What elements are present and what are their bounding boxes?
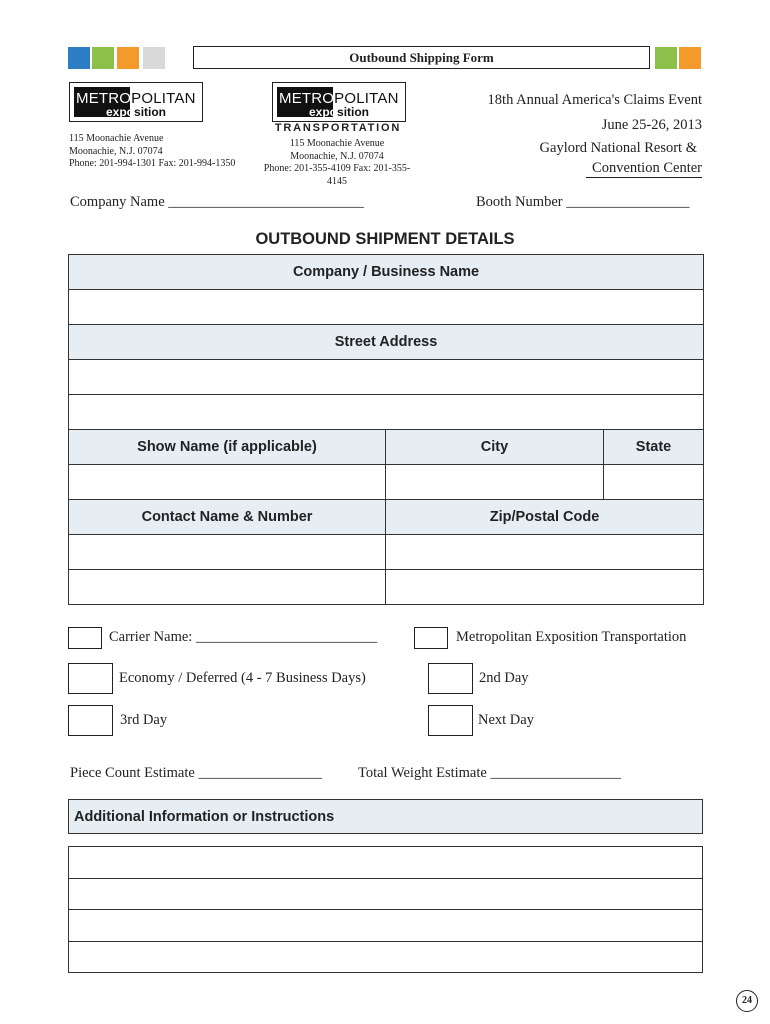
third-day-label: 3rd Day <box>120 712 168 728</box>
address-line: Phone: 201-994-1301 Fax: 201-994-1350 <box>69 158 236 169</box>
street-address-input-2[interactable] <box>69 395 704 430</box>
additional-info-line-2[interactable] <box>69 878 703 910</box>
street-address-input-1[interactable] <box>69 360 704 395</box>
second-day-checkbox[interactable] <box>428 663 473 694</box>
address-line: 115 Moonachie Avenue <box>69 133 164 144</box>
address-line: Phone: 201-355-4109 Fax: 201-355-4145 <box>263 163 411 187</box>
logo-transportation-label: TRANSPORTATION <box>274 122 402 134</box>
metropolitan-transportation-logo <box>272 82 406 122</box>
logo-wordmark: METROPOLITAN <box>76 90 196 107</box>
page-number: 24 <box>736 990 758 1012</box>
additional-info-line-1[interactable] <box>69 847 703 879</box>
logo-subword: exposition <box>309 105 370 119</box>
zip-input-2[interactable] <box>386 570 704 605</box>
address-line: 115 Moonachie Avenue <box>289 138 385 149</box>
address-block-2 <box>256 138 418 188</box>
color-square-orange-right <box>679 47 701 69</box>
event-dates: June 25-26, 2013 <box>601 117 702 133</box>
total-weight-field[interactable]: Total Weight Estimate __________________ <box>358 765 621 781</box>
color-square-orange <box>117 47 139 69</box>
event-venue-line1: Gaylord National Resort & <box>539 140 697 156</box>
zip-header: Zip/Postal Code <box>386 500 704 535</box>
address-block-1 <box>69 133 235 171</box>
company-business-name-header: Company / Business Name <box>69 255 704 290</box>
state-header: State <box>604 430 704 465</box>
street-address-header: Street Address <box>69 325 704 360</box>
carrier-checkbox[interactable] <box>68 627 102 649</box>
logo-wordmark: METROPOLITAN <box>279 90 399 107</box>
carrier-name-field[interactable]: Carrier Name: _________________________ <box>109 629 378 645</box>
additional-info-line-3[interactable] <box>69 910 703 942</box>
show-name-header: Show Name (if applicable) <box>69 430 386 465</box>
color-square-gray <box>143 47 165 69</box>
address-line: Moonachie, N.J. 07074 <box>290 150 384 162</box>
additional-info-lines <box>68 846 703 973</box>
next-day-checkbox[interactable] <box>428 705 473 736</box>
form-title: Outbound Shipping Form <box>193 46 650 69</box>
show-name-input[interactable] <box>69 465 386 500</box>
color-square-green <box>92 47 114 69</box>
logo-subword: exposition <box>106 105 167 119</box>
third-day-checkbox[interactable] <box>68 705 113 736</box>
city-header: City <box>386 430 604 465</box>
company-name-field[interactable]: Company Name ___________________________ <box>70 194 365 210</box>
color-square-blue <box>68 47 90 69</box>
second-day-label: 2nd Day <box>479 670 529 686</box>
contact-header: Contact Name & Number <box>69 500 386 535</box>
shipment-details-table <box>68 254 704 605</box>
state-input[interactable] <box>604 465 704 500</box>
additional-info-header: Additional Information or Instructions <box>68 799 703 834</box>
additional-info-line-4[interactable] <box>69 941 703 973</box>
zip-input-1[interactable] <box>386 535 704 570</box>
met-checkbox[interactable] <box>414 627 448 649</box>
color-square-green-right <box>655 47 677 69</box>
address-line: Moonachie, N.J. 07074 <box>69 145 163 157</box>
city-input[interactable] <box>386 465 604 500</box>
met-label: Metropolitan Exposition Transportation <box>456 629 687 645</box>
event-venue-line2: Convention Center <box>586 160 702 178</box>
economy-label: Economy / Deferred (4 - 7 Business Days) <box>119 670 366 686</box>
metropolitan-exposition-logo <box>69 82 203 122</box>
company-business-name-input[interactable] <box>69 290 704 325</box>
contact-input-2[interactable] <box>69 570 386 605</box>
booth-number-field[interactable]: Booth Number _________________ <box>476 194 690 210</box>
piece-count-field[interactable]: Piece Count Estimate _________________ <box>70 765 322 781</box>
economy-checkbox[interactable] <box>68 663 113 694</box>
event-name: 18th Annual America's Claims Event <box>487 92 702 108</box>
next-day-label: Next Day <box>478 712 534 728</box>
section-title: OUTBOUND SHIPMENT DETAILS <box>255 230 515 248</box>
contact-input-1[interactable] <box>69 535 386 570</box>
